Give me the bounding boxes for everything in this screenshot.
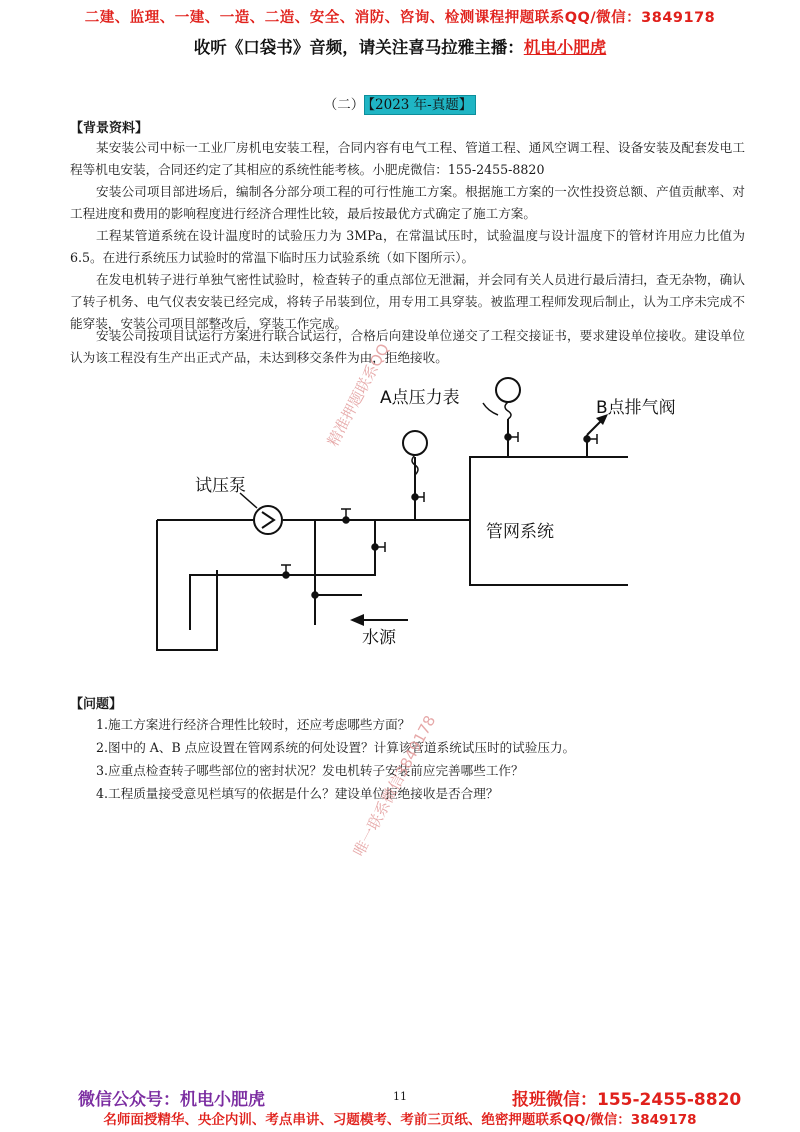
- pipe-lines: [157, 419, 628, 650]
- watermark-second: 唯一联系微信3849178: [349, 712, 440, 860]
- background-paragraph-5: 安装公司按项目试运行方案进行联合试运行，合格后向建设单位递交了工程交接证书，要求建设单位接收。建设单位认为该工程没有生产出正式产品，未达到移交条件为由，拒绝接收。: [70, 328, 745, 365]
- section-tag: 【2023 年-真题】: [364, 95, 476, 115]
- section-prefix: （二）: [323, 97, 365, 113]
- host-name: 机电小肥虎: [523, 38, 607, 57]
- test-pump: [254, 506, 282, 534]
- page-number: 11: [393, 1090, 407, 1103]
- top-banner: 二建、监理、一建、一造、二造、安全、消防、咨询、检测课程押题联系QQ/微信：3849178: [84, 10, 716, 26]
- footer-wechat-account: 微信公众号：机电小肥虎: [78, 1090, 265, 1110]
- water-source-arrow-icon: [350, 614, 408, 626]
- label-pump: 试压泵: [195, 476, 246, 496]
- watermark-first: 精准押题联系QQ: [323, 340, 394, 450]
- question-1: 1.施工方案进行经济合理性比较时，还应考虑哪些方面？: [96, 717, 411, 732]
- label-water-source: 水源: [362, 628, 396, 648]
- water-tank: [157, 520, 217, 650]
- footer-signup-wechat: 报班微信：155-2455-8820: [512, 1090, 742, 1110]
- network-top: [470, 457, 628, 520]
- label-vent-b: B点排气阀: [596, 398, 676, 418]
- label-network: 管网系统: [486, 522, 554, 542]
- pressure-test-diagram: [150, 375, 676, 675]
- question-2: 2.图中的 A、B 点应设置在管网系统的何处设置？计算该管道系统试压时的试验压力。: [96, 740, 576, 755]
- pressure-gauge-a-icon: [496, 378, 520, 419]
- section-title: [0, 93, 800, 113]
- footer-bottom-banner: 名师面授精华、央企内训、考点串讲、习题模考、考前三页纸、绝密押题联系QQ/微信：3849178: [103, 1112, 697, 1128]
- gauge-a-leader: [483, 403, 498, 415]
- question-3: 3.应重点检查转子哪些部位的密封状况？发电机转子安装前应完善哪些工作？: [96, 763, 524, 778]
- background-paragraph-3: 工程某管道系统在设计温度时的试验压力为 3MPa，在常温试压时，试验温度与设计温度下的管材许用应力比值为 6.5。在进行系统压力试验时的常温下临时压力试验系统（如下图所示）。: [70, 228, 745, 265]
- background-paragraph-2: 安装公司项目部进场后，编制各分部分项工程的可行性施工方案。根据施工方案的一次性投资总额、产值贡献率、对工程进度和费用的影响程度进行经济合理性比较，最后按最优方式确定了施工方案。: [70, 184, 745, 221]
- background-paragraph-1: 某安装公司中标一工业厂房机电安装工程，合同内容有电气工程、管道工程、通风空调工程、设备安装及配套发电工程等机电安装，合同还约定了其相应的系统性能考核。小肥虎微信：155-2455-8820: [70, 140, 745, 177]
- valve-water: [312, 592, 318, 598]
- questions-label: 【问题】: [70, 697, 123, 712]
- question-4: 4.工程质量接受意见栏填写的依据是什么？建设单位拒绝接收是否合理？: [96, 786, 499, 801]
- label-gauge-a: A点压力表: [380, 388, 460, 408]
- background-paragraph-4: 在发电机转子进行单独气密性试验时，检查转子的重点部位无泄漏，并会同有关人员进行最后清扫，查无杂物，确认了转子机务、电气仪表安装已经完成，将转子吊装到位，用专用工具穿装。被监理工程师发现后制止，认为工序未完成不能穿装，安装公司项目部整改后，穿装工作完成。: [70, 272, 745, 331]
- background-label: 【背景资料】: [70, 121, 149, 136]
- subtitle: [0, 34, 800, 58]
- subtitle-prefix: 收听《口袋书》音频，请关注喜马拉雅主播：: [193, 38, 524, 57]
